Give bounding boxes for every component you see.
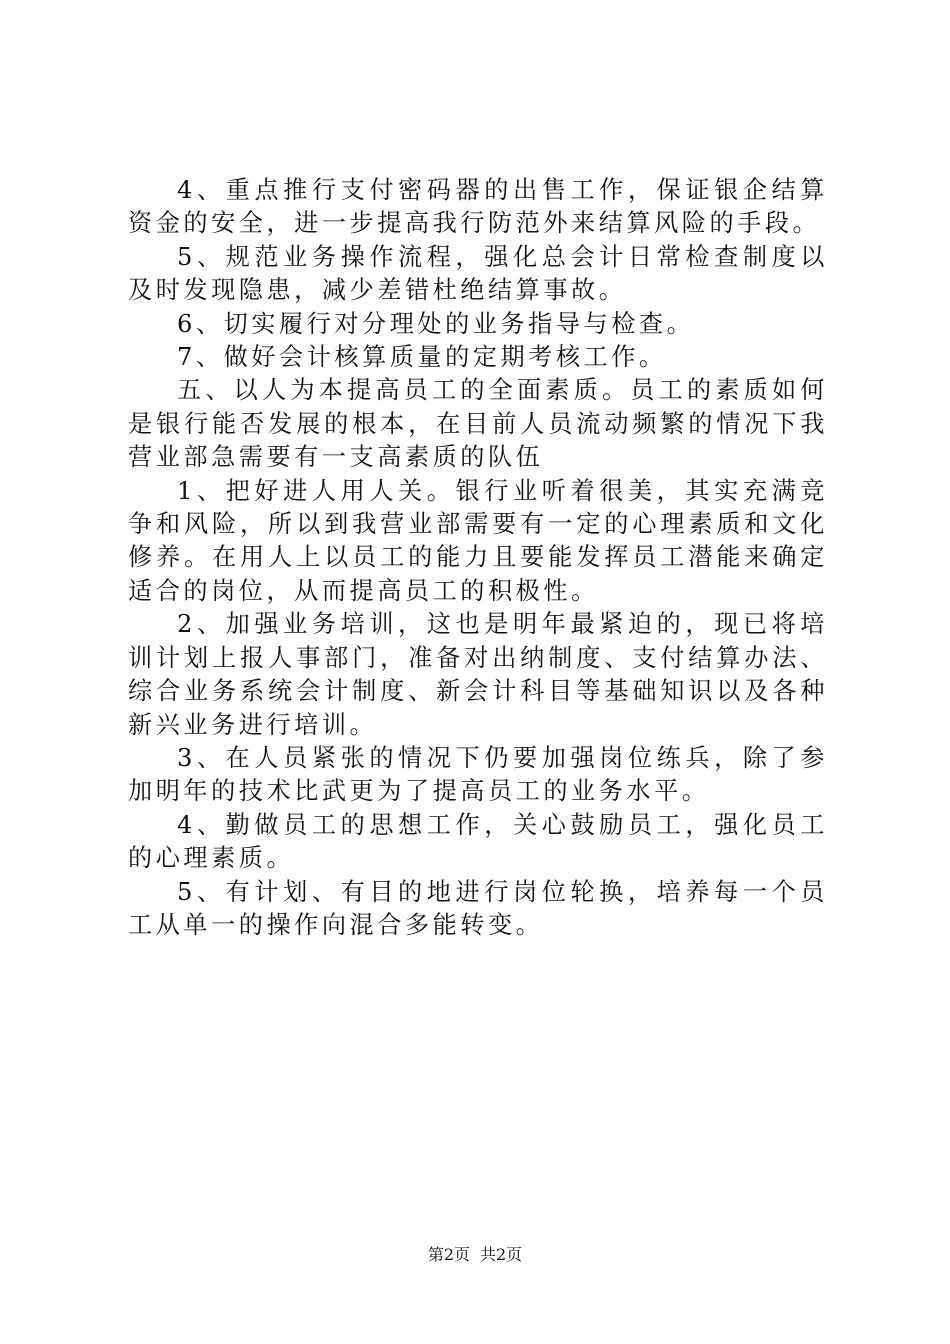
- document-body: [128, 174, 828, 942]
- page-footer: [0, 1245, 950, 1265]
- paragraph-item-6-branch-guidance: 6、切实履行对分理处的业务指导与检查。: [177, 309, 695, 338]
- paragraph-item-7-quality-assessment: 7、做好会计核算质量的定期考核工作。: [177, 343, 667, 372]
- paragraph-item-3-skill-practice: 3、在人员紧张的情况下仍要加强岗位练兵，除了参加明年的技术比武更为了提高员工的业务水平。: [128, 743, 828, 806]
- paragraph-item-1-recruitment: 1、把好进人用人关。银行业听着很美，其实充满竞争和风险，所以到我营业部需要有一定的心理素质和文化修养。在用人上以员工的能力且要能发挥员工潜能来确定适合的岗位，从而提高员工的积极性。: [128, 476, 828, 605]
- paragraph-item-4-staff-care: 4、勤做员工的思想工作，关心鼓励员工，强化员工的心理素质。: [128, 810, 828, 873]
- paragraph-item-5-job-rotation: 5、有计划、有目的地进行岗位轮换，培养每一个员工从单一的操作向混合多能转变。: [128, 877, 828, 939]
- page-number-total: 共2页: [480, 1245, 523, 1264]
- page-number-current: 第2页: [427, 1245, 470, 1264]
- paragraph-item-5-operation-process: 5、规范业务操作流程，强化总会计日常检查制度以及时发现隐患，减少差错杜绝结算事故。: [128, 242, 828, 305]
- section-heading-five-staff-quality: 五、以人为本提高员工的全面素质。员工的素质如何是银行能否发展的根本，在目前人员流动频繁的情况下我营业部急需要有一支高素质的队伍: [128, 376, 828, 472]
- paragraph-item-2-training: 2、加强业务培训，这也是明年最紧迫的，现已将培训计划上报人事部门，准备对出纳制度、支付结算办法、综合业务系统会计制度、新会计科目等基础知识以及各种新兴业务进行培训。: [128, 610, 828, 739]
- paragraph-item-4-payment-password: 4、重点推行支付密码器的出售工作，保证银企结算资金的安全，进一步提高我行防范外来结算风险的手段。: [128, 176, 828, 238]
